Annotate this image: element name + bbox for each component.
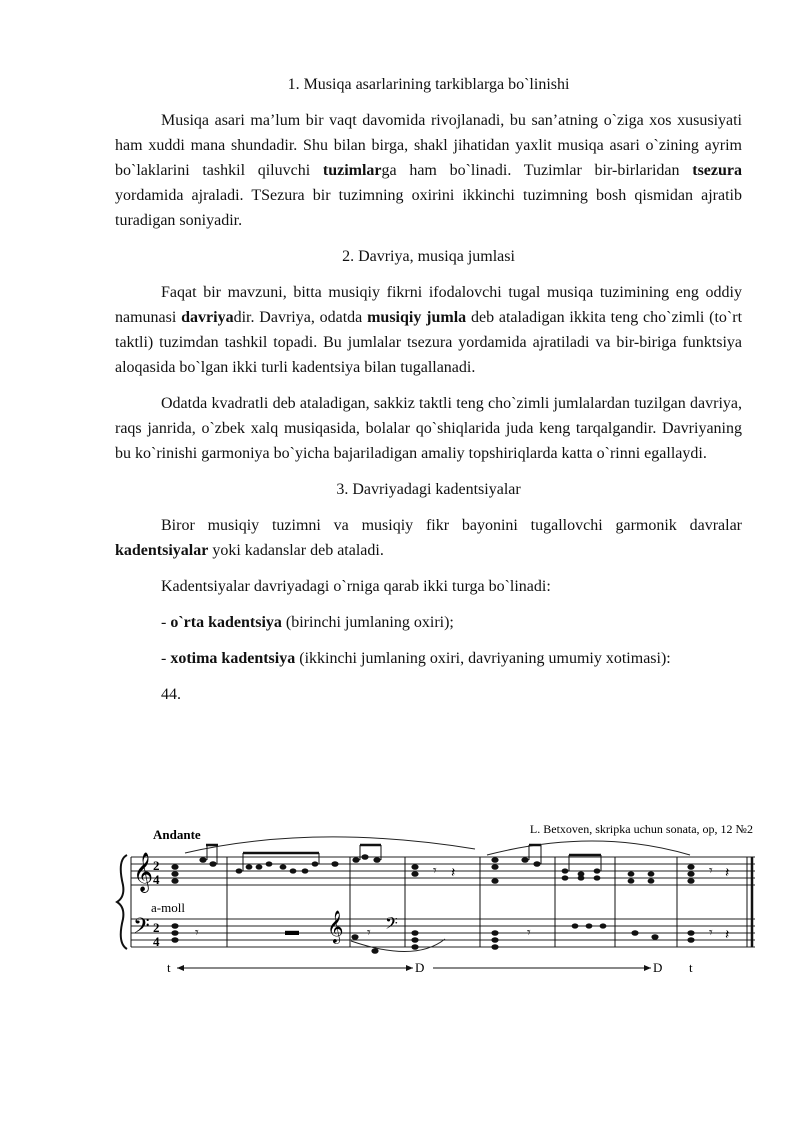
score-svg [115, 815, 755, 975]
text-run: Faqat bir mavzuni, bitta musiqiy fikrni ifodalovchi tugal musiqa tuzimining eng oddiy namunasi [115, 284, 742, 326]
arrow-head-left [177, 965, 184, 971]
svg-text:𝄾: 𝄾 [527, 926, 531, 941]
barlines [131, 857, 752, 947]
section2-paragraph-1 [115, 280, 742, 380]
list-item-xotima-kadentsiya [115, 646, 742, 671]
svg-text:𝄾: 𝄾 [195, 926, 199, 941]
section2-heading: 2. Davriya, musiqa jumlasi [342, 248, 515, 265]
svg-text:𝄾: 𝄾 [367, 926, 371, 941]
svg-text:𝄾: 𝄾 [433, 864, 437, 879]
term-xotima-kadentsiya: xotima kadentsiya [170, 650, 296, 667]
term-musiqiy-jumla: musiqiy jumla [367, 309, 467, 326]
term-tuzimlar: tuzimlar [322, 162, 382, 179]
source-attribution: L. Betxoven, skripka uchun sonata, op, 12 №2 [529, 822, 753, 836]
svg-text:𝄾: 𝄾 [709, 864, 713, 879]
function-t-end: t [689, 960, 693, 975]
text-run: deb ataladigan ikkita teng cho`zimli (to`rt taktli) tuzimdan tashkil topadi. Bu jumlalar tsezura yordamida ajratiladi va bir-biriga funktsiya aloqasida bo`lgan ikki turli kadentsiya bilan tugallanadi. [115, 309, 743, 376]
text-run: dir. Davriya, odatda [233, 309, 368, 326]
svg-text:𝄾: 𝄾 [709, 926, 713, 941]
phrase-slur [487, 841, 690, 855]
arrow-head-right [644, 965, 651, 971]
svg-text:𝄽: 𝄽 [725, 866, 730, 881]
bass-staff [131, 919, 755, 947]
arrow-head-right [406, 965, 413, 971]
function-d-mid: D [415, 960, 425, 975]
section2-paragraph-2: Odatda kvadratli deb ataladigan, sakkiz taktli teng cho`zimli jumlalardan tuzilgan davriya, raqs janrida, o`zbek xalq musiqasida, bolalar qo`shiqlarida juda keng tarqalgandir. Davriyaning bu ko`rinishi garmoniya bo`yicha bajariladigan amaliy topshiriqlarda katta o`rinni egallaydi. [115, 395, 742, 462]
section3-paragraph-1 [115, 513, 742, 563]
phrase-slur [185, 837, 475, 853]
text-run: yoki kadanslar deb ataladi. [208, 542, 384, 559]
function-t-start: t [167, 960, 171, 975]
dash: - [161, 614, 171, 631]
section3-paragraph-2: Kadentsiyalar davriyadagi o`rniga qarab ikki turga bo`linadi: [161, 578, 551, 595]
svg-text:▬: ▬ [285, 924, 299, 939]
term-orta-kadentsiya: o`rta kadentsiya [170, 614, 282, 631]
term-davriya: davriya [181, 309, 234, 326]
page-content [115, 72, 742, 717]
key-label: a-moll [151, 900, 185, 915]
text-run: (ikkinchi jumlaning oxiri, davriyaning umumiy xotimasi): [295, 650, 671, 667]
text-run: Musiqa asari ma’lum bir vaqt davomida rivojlanadi, bu san’atning o`ziga xos xususiyati ham xuddi mana shundadir. Shu bilan birga, shakl jihatidan yaxlit musiqa asari o`zining ayrim bo`laklarini tashkil qiluvchi [115, 112, 742, 179]
section3-heading: 3. Davriyadagi kadentsiyalar [336, 481, 521, 498]
treble-clef-icon: 𝄞 [133, 854, 154, 891]
bass-slur [351, 939, 445, 952]
dash: - [161, 650, 171, 667]
text-run: yordamida ajraladi. TSezura bir tuzimning oxirini ikkinchi tuzimning bosh qismidan ajratib turadigan soniyadir. [115, 187, 742, 229]
text-run: (birinchi jumlaning oxiri); [281, 614, 454, 631]
svg-text:𝄽: 𝄽 [725, 928, 730, 943]
time-sig-top-bass: 2 [153, 920, 160, 935]
list-item-orta-kadentsiya [115, 610, 742, 635]
treble-stems [206, 845, 601, 871]
system-brace [117, 855, 127, 949]
treble-clef-change-icon: 𝄞 [327, 912, 344, 943]
text-run: ga ham bo`linadi. Tuzimlar bir-birlaridan [381, 162, 693, 179]
time-sig-bottom: 4 [153, 872, 160, 887]
time-sig-top: 2 [153, 858, 160, 873]
time-sig-bottom-bass: 4 [153, 934, 160, 949]
bass-clef-icon: 𝄢 [133, 914, 150, 943]
tempo-marking: Andante [153, 827, 201, 842]
text-run: Biror musiqiy tuzimni va musiqiy fikr bayonini tugallovchi garmonik davralar [161, 517, 742, 534]
function-d-end: D [653, 960, 663, 975]
treble-staff [131, 857, 755, 885]
example-number: 44. [161, 686, 181, 703]
section1-heading: 1. Musiqa asarlarining tarkiblarga bo`linishi [287, 76, 570, 93]
term-tsezura: tsezura [692, 162, 742, 179]
section1-paragraph [115, 108, 742, 233]
bass-notes [171, 923, 694, 954]
music-example [115, 815, 755, 975]
term-kadentsiyalar: kadentsiyalar [115, 542, 209, 559]
bass-clef-change-icon: 𝄢 [385, 915, 398, 937]
svg-text:𝄽: 𝄽 [451, 866, 456, 881]
